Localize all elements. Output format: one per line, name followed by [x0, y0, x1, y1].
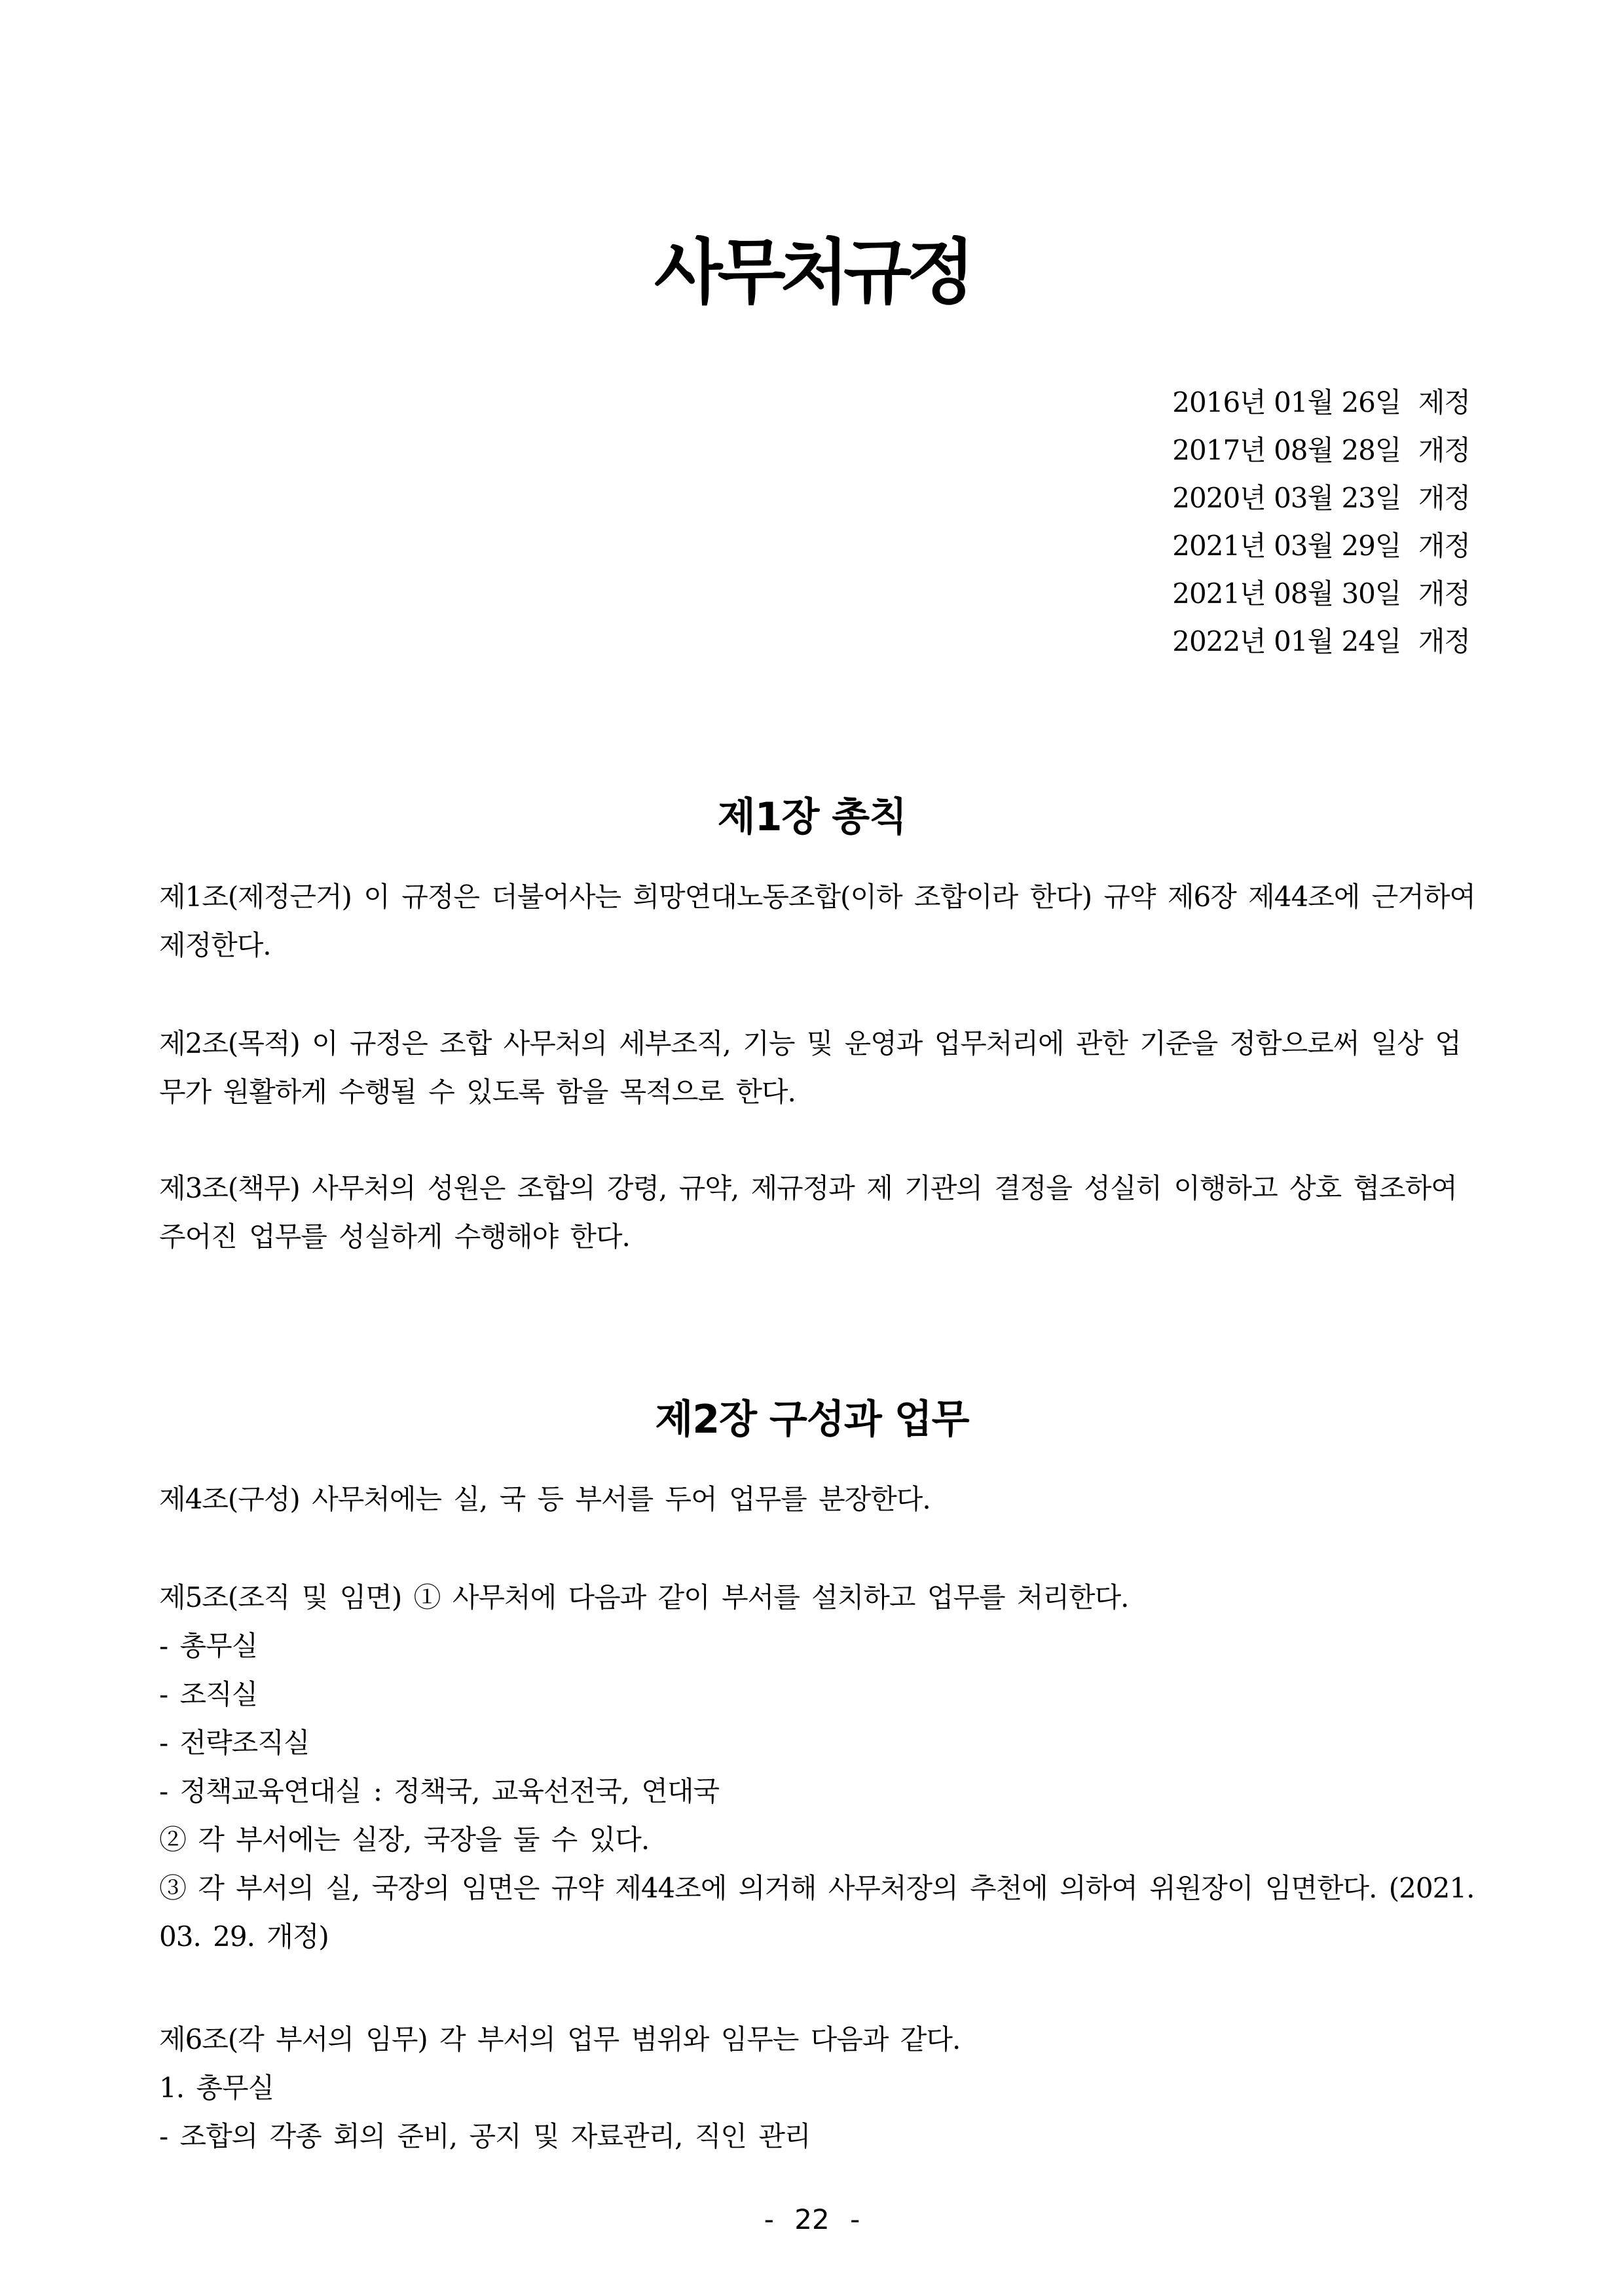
revision-item — [1172, 474, 1470, 522]
revision-history — [1172, 378, 1470, 665]
article-line: 제4조(구성) 사무처에는 실, 국 등 부서를 두어 업무를 분장한다. — [159, 1483, 931, 1515]
revision-type: 개정 — [1418, 434, 1470, 466]
article-5 — [159, 1573, 1475, 1961]
article-line: 제5조(조직 및 임면) ① 사무처에 다음과 같이 부서를 설치하고 업무를 처리한다. — [159, 1581, 1129, 1613]
department-duty: - 조합의 각종 회의 준비, 공지 및 자료관리, 직인 관리 — [159, 2120, 811, 2152]
revision-item — [1172, 617, 1470, 665]
revision-date: 2017년 08월 28일 — [1172, 434, 1401, 466]
revision-type: 개정 — [1418, 625, 1470, 657]
chapter-heading-2: 제2장 구성과 업무 — [655, 1396, 969, 1442]
article-1 — [159, 873, 1475, 970]
document-title: 사무처규정 — [654, 232, 970, 314]
article-line: 무가 원활하게 수행될 수 있도록 함을 목적으로 한다. — [159, 1076, 796, 1108]
revision-item — [1172, 378, 1470, 426]
article-3 — [159, 1164, 1472, 1261]
page-number: - 22 - — [764, 2203, 860, 2235]
article-line: 주어진 업무를 성실하게 수행해야 한다. — [159, 1221, 630, 1253]
article-line: 제6조(각 부서의 임무) 각 부서의 업무 범위와 임무는 다음과 같다. — [159, 2023, 961, 2055]
revision-date: 2020년 03월 23일 — [1172, 482, 1401, 514]
department-heading: 1. 총무실 — [159, 2072, 274, 2104]
department-list-item: - 총무실 — [159, 1630, 258, 1662]
department-list-item: - 정책교육연대실 : 정책국, 교육선전국, 연대국 — [159, 1775, 720, 1807]
revision-item — [1172, 570, 1470, 617]
revision-date: 2021년 03월 29일 — [1172, 530, 1401, 562]
revision-type: 제정 — [1418, 386, 1470, 418]
department-list-item: - 전략조직실 — [159, 1727, 310, 1759]
revision-date: 2016년 01월 26일 — [1172, 386, 1401, 418]
revision-date: 2022년 01월 24일 — [1172, 625, 1401, 657]
revision-item — [1172, 426, 1470, 474]
revision-date: 2021년 08월 30일 — [1172, 578, 1401, 610]
revision-type: 개정 — [1418, 530, 1470, 562]
article-clause: 03. 29. 개정) — [159, 1920, 329, 1953]
department-list-item: - 조직실 — [159, 1678, 258, 1710]
article-clause: ③ 각 부서의 실, 국장의 임면은 규약 제44조에 의거해 사무처장의 추천에 의하여 위원장이 임면한다. (2021. — [159, 1872, 1475, 1904]
revision-type: 개정 — [1418, 482, 1470, 514]
chapter-heading-1: 제1장 총칙 — [717, 794, 907, 840]
article-line: 제3조(책무) 사무처의 성원은 조합의 강령, 규약, 제규정과 제 기관의 결정을 성실히 이행하고 상호 협조하여 — [159, 1172, 1457, 1204]
article-line: 제1조(제정근거) 이 규정은 더불어사는 희망연대노동조합(이하 조합이라 한다) 규약 제6장 제44조에 근거하여 — [159, 881, 1475, 913]
article-line: 제2조(목적) 이 규정은 조합 사무처의 세부조직, 기능 및 운영과 업무처리에 관한 기준을 정함으로써 일상 업 — [159, 1027, 1461, 1059]
article-clause: ② 각 부서에는 실장, 국장을 둘 수 있다. — [159, 1824, 650, 1856]
article-4 — [159, 1475, 1472, 1524]
revision-item — [1172, 522, 1470, 570]
article-line: 제정한다. — [159, 929, 271, 961]
revision-type: 개정 — [1418, 578, 1470, 610]
article-2 — [159, 1019, 1472, 1116]
article-6 — [159, 2015, 1472, 2161]
